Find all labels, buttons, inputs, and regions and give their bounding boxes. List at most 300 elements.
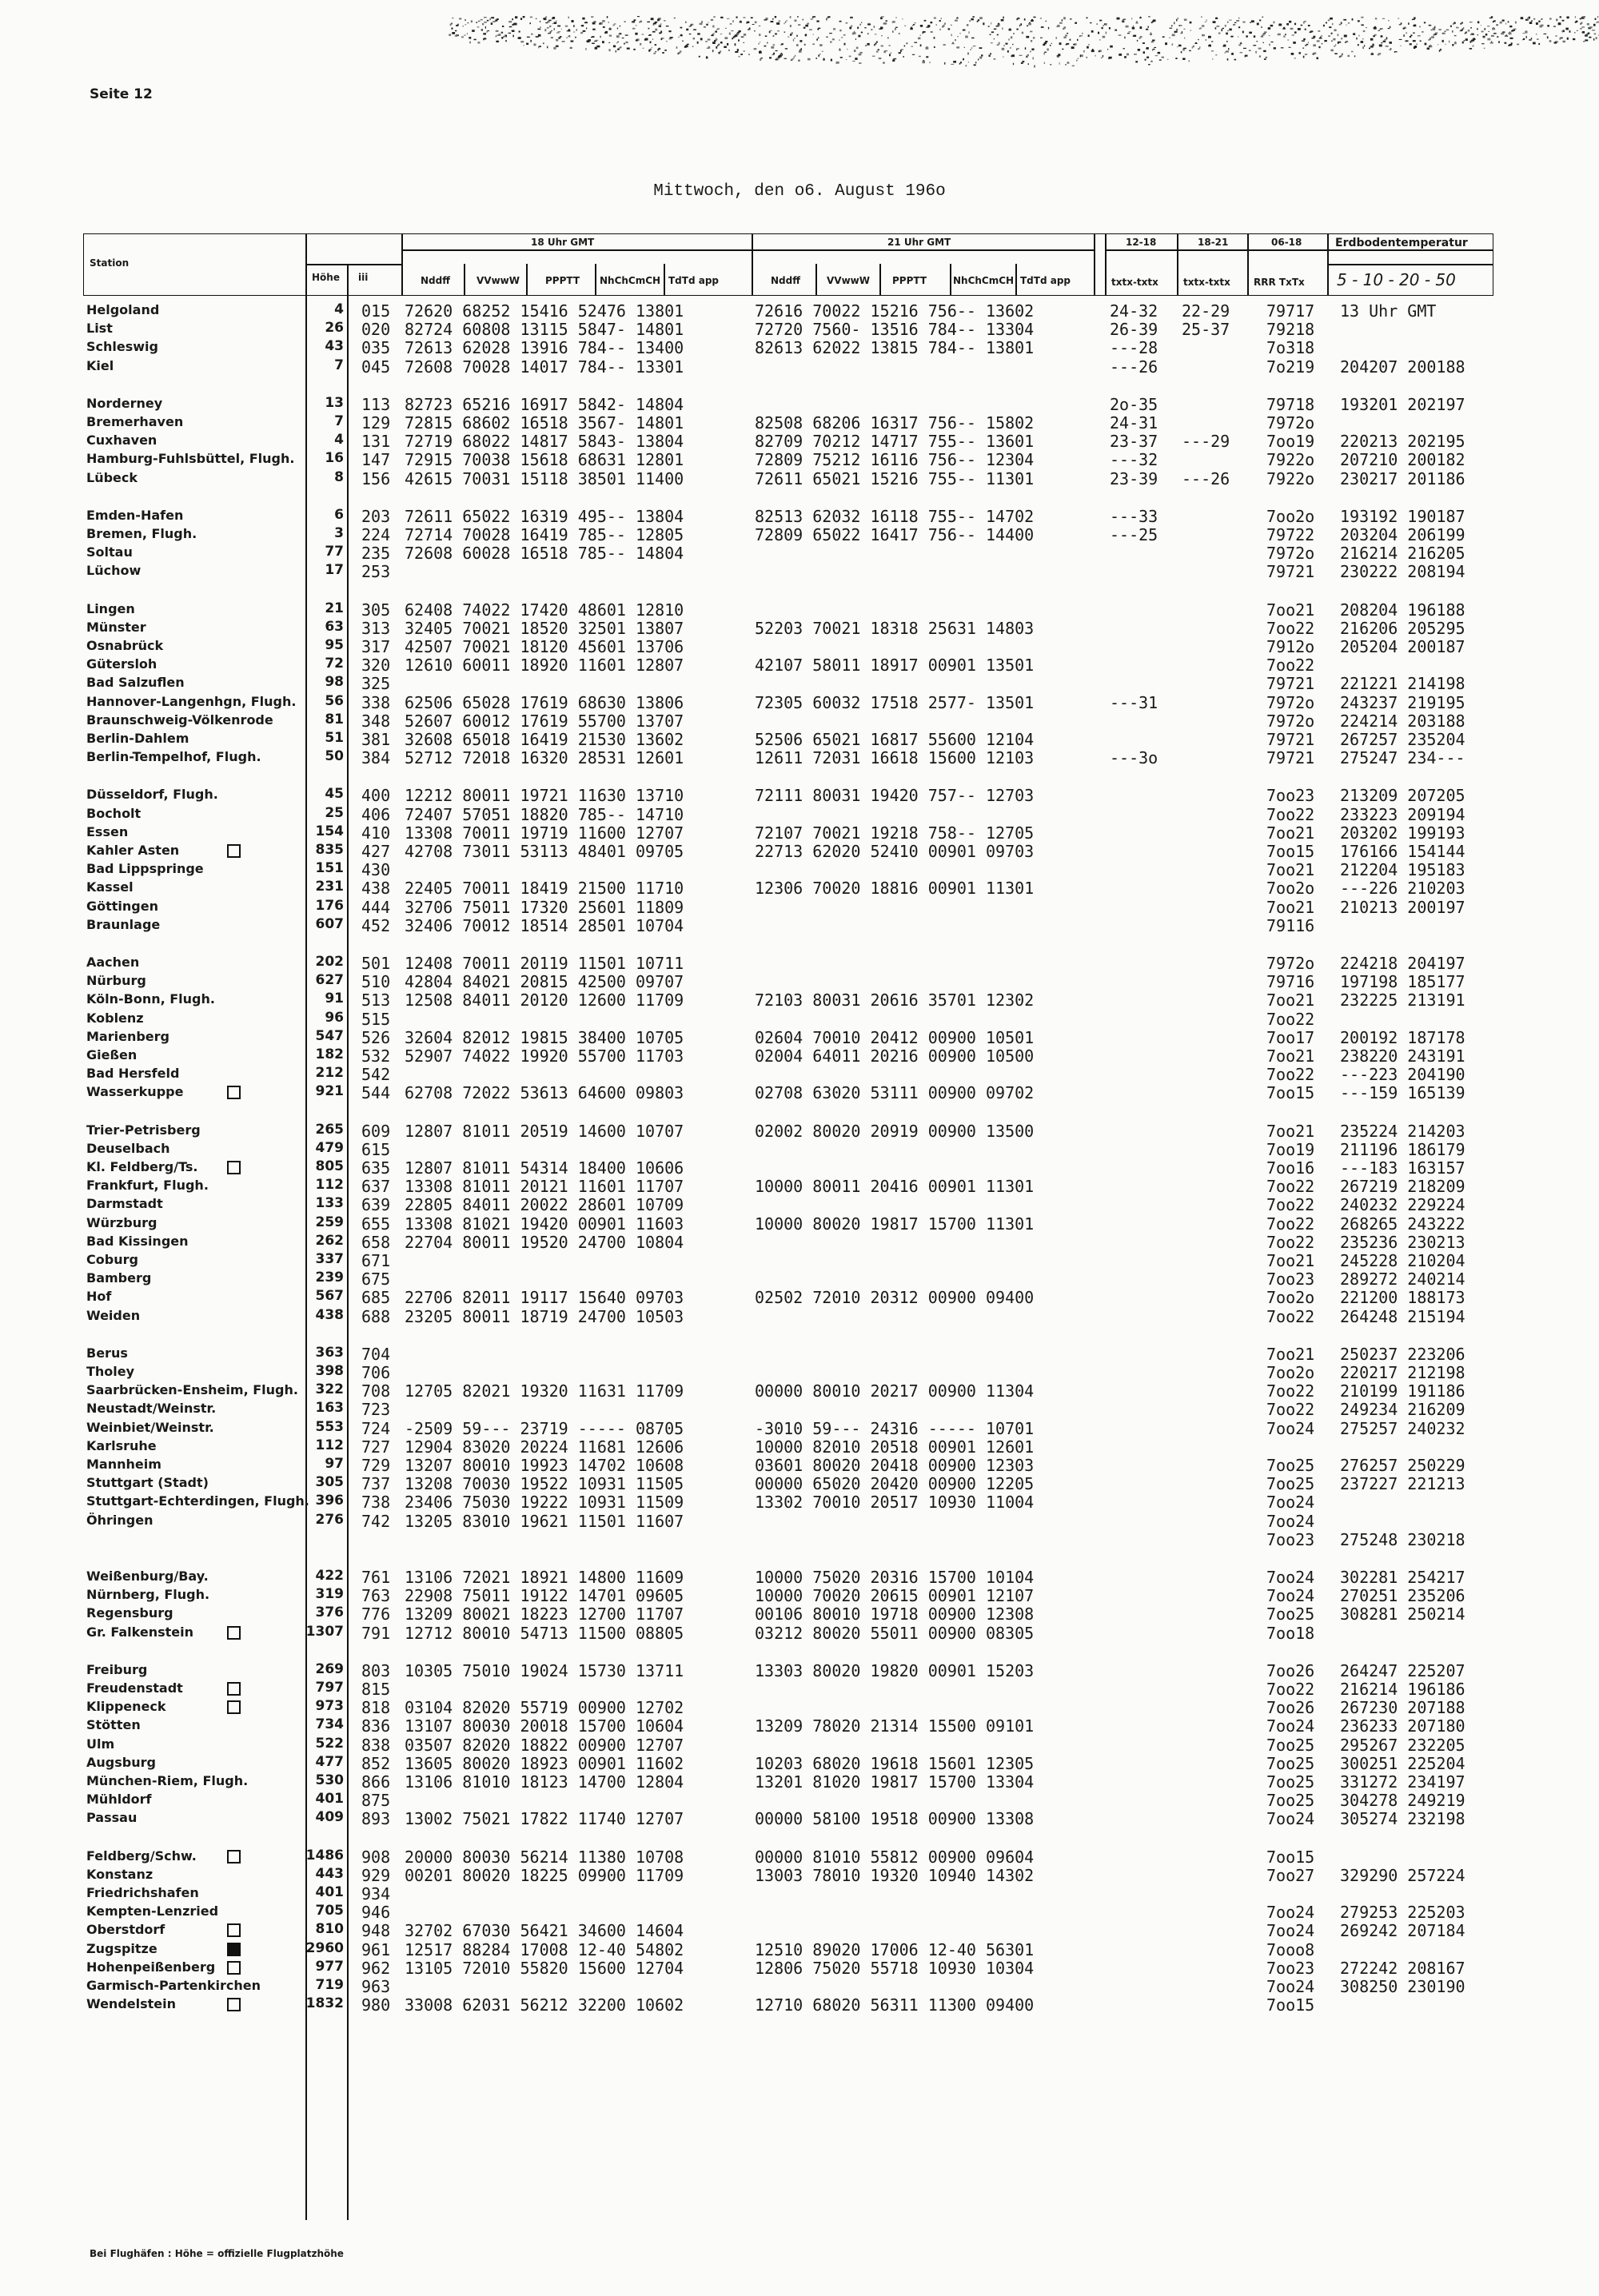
obs-21-gmt: 02708 63020 53111 00900 09702 [755, 1083, 1035, 1103]
noise-speck [1289, 21, 1291, 23]
obs-18-gmt: 13209 80021 18223 12700 11707 [405, 1604, 684, 1624]
soil-temperature: 238220 243191 [1340, 1046, 1465, 1066]
obs-21-gmt: 13201 81020 19817 15700 13304 [755, 1772, 1035, 1792]
page-number: Seite 12 [90, 86, 153, 102]
soil-temperature: 331272 234197 [1340, 1772, 1465, 1792]
noise-speck [883, 51, 886, 54]
noise-speck [588, 39, 591, 42]
table-row [0, 804, 1599, 823]
obs-21-gmt: 42107 58011 18917 00901 13501 [755, 656, 1035, 676]
noise-speck [979, 57, 982, 59]
noise-speck [1183, 29, 1185, 30]
noise-speck [1580, 28, 1582, 29]
noise-speck [934, 18, 936, 19]
table-row [0, 729, 1599, 747]
noise-speck [790, 16, 792, 18]
noise-speck [1072, 66, 1075, 67]
noise-speck [1091, 30, 1094, 33]
noise-speck [1505, 42, 1507, 44]
rain-06-18: 7972o [1266, 692, 1315, 712]
noise-speck [594, 41, 597, 42]
noise-speck [1529, 39, 1531, 41]
noise-speck [748, 29, 749, 30]
obs-18-gmt: 52907 74022 19920 55700 11703 [405, 1046, 684, 1066]
noise-speck [1283, 27, 1285, 30]
obs-21-gmt: 13303 80020 19820 00901 15203 [755, 1660, 1035, 1680]
noise-speck [1375, 18, 1377, 19]
table-row [0, 1455, 1599, 1473]
noise-speck [1418, 35, 1421, 36]
rain-06-18: 79721 [1266, 674, 1315, 694]
header-tt-18: TdTd app [668, 275, 720, 286]
noise-speck [558, 38, 560, 39]
noise-speck [953, 61, 956, 63]
obs-21-gmt: 82613 62022 13815 784-- 13801 [755, 338, 1035, 358]
noise-speck [514, 23, 517, 26]
noise-speck [1177, 46, 1178, 47]
noise-speck [1266, 57, 1268, 58]
obs-18-gmt: 20000 80030 56214 11380 10708 [405, 1847, 684, 1867]
noise-speck [1088, 44, 1089, 46]
obs-21-gmt: 72720 7560- 13516 784-- 13304 [755, 320, 1035, 340]
rain-06-18: 7oo21 [1266, 600, 1315, 620]
noise-speck [823, 58, 824, 61]
temp-12-18: ---25 [1110, 525, 1158, 544]
noise-speck [805, 25, 808, 27]
noise-speck [1388, 20, 1390, 21]
station-iii: 875 [361, 1791, 391, 1811]
table-row [0, 915, 1599, 934]
noise-speck [739, 30, 741, 31]
noise-speck [1485, 28, 1486, 30]
noise-speck [1157, 53, 1158, 54]
obs-21-gmt: 03212 80020 55011 00900 08305 [755, 1623, 1035, 1643]
noise-speck [1390, 26, 1391, 28]
station-hoehe: 479 [315, 1139, 344, 1156]
noise-speck [1381, 42, 1382, 43]
noise-speck [451, 28, 453, 30]
noise-speck [1588, 33, 1590, 34]
noise-speck [1541, 18, 1543, 20]
station-hoehe: 3 [334, 525, 344, 541]
rain-06-18: 79721 [1266, 730, 1315, 749]
table-row [0, 1064, 1599, 1085]
station-name: Neustadt/Weinstr. [86, 1401, 217, 1417]
square-marker-icon [227, 1086, 241, 1099]
rain-06-18: 7oo25 [1266, 1474, 1315, 1494]
noise-speck [484, 38, 487, 40]
station-hoehe: 163 [315, 1400, 344, 1417]
noise-speck [1556, 19, 1558, 22]
noise-speck [491, 22, 492, 25]
noise-speck [676, 46, 678, 49]
table-row [0, 1735, 1599, 1753]
station-iii: 761 [361, 1568, 391, 1587]
noise-speck [1107, 49, 1108, 50]
noise-speck [758, 43, 759, 45]
noise-speck [482, 23, 484, 25]
noise-speck [1087, 18, 1088, 19]
noise-speck [1262, 34, 1264, 36]
rain-06-18: 7oo22 [1266, 1065, 1315, 1085]
noise-speck [934, 37, 935, 38]
noise-speck [1048, 27, 1049, 30]
noise-speck [1086, 57, 1087, 58]
station-hoehe: 305 [315, 1474, 344, 1491]
noise-speck [1574, 32, 1576, 34]
noise-speck [910, 28, 912, 30]
table-row [0, 1287, 1599, 1308]
noise-speck [1581, 26, 1582, 28]
noise-speck [1095, 55, 1096, 57]
noise-speck [773, 44, 776, 46]
obs-18-gmt: 82724 60808 13115 5847- 14801 [405, 320, 684, 340]
noise-speck [496, 30, 499, 32]
noise-speck [1450, 26, 1452, 27]
obs-18-gmt: 22706 82011 19117 15640 09703 [405, 1288, 684, 1308]
station-name: Zugspitze [86, 1940, 158, 1956]
noise-speck [1509, 26, 1512, 27]
station-name: Freudenstadt [86, 1680, 183, 1696]
noise-speck [662, 52, 664, 54]
noise-speck [798, 24, 800, 26]
noise-speck [1293, 42, 1296, 44]
obs-21-gmt: 13209 78020 21314 15500 09101 [755, 1716, 1035, 1736]
noise-speck [1249, 50, 1251, 51]
noise-speck [1533, 18, 1535, 19]
station-name: Kassel [86, 879, 134, 895]
noise-speck [1227, 58, 1229, 61]
noise-speck [1030, 31, 1032, 33]
noise-speck [879, 58, 882, 59]
noise-speck [596, 40, 599, 41]
noise-speck [1462, 28, 1463, 30]
noise-speck [1162, 57, 1164, 58]
noise-speck [799, 50, 802, 53]
rain-06-18: 7oo15 [1266, 1847, 1315, 1867]
noise-speck [1515, 22, 1517, 24]
soil-temperature: 230217 201186 [1340, 468, 1465, 488]
station-name: Helgoland [86, 302, 160, 317]
noise-speck [1390, 42, 1392, 44]
noise-speck [1422, 31, 1423, 33]
noise-speck [1585, 39, 1588, 41]
soil-temperature: 304278 249219 [1340, 1791, 1465, 1811]
obs-18-gmt: 72915 70038 15618 68631 12801 [405, 450, 684, 470]
noise-speck [920, 44, 922, 46]
station-hoehe: 607 [315, 915, 344, 932]
station-name: Bamberg [86, 1270, 152, 1286]
noise-speck [833, 28, 835, 30]
station-iii: 688 [361, 1306, 391, 1326]
obs-18-gmt: -2509 59--- 23719 ----- 08705 [405, 1418, 684, 1438]
noise-speck [452, 32, 455, 34]
obs-18-gmt: 03507 82020 18822 00900 12707 [405, 1735, 684, 1755]
noise-speck [1596, 22, 1597, 23]
noise-speck [1236, 20, 1239, 22]
obs-18-gmt: 33008 62031 56212 32200 10602 [405, 1995, 684, 2015]
station-iii: 320 [361, 656, 391, 676]
station-iii: 737 [361, 1474, 391, 1494]
noise-speck [852, 33, 855, 34]
obs-18-gmt: 13002 75021 17822 11740 12707 [405, 1809, 684, 1829]
header-nddff-21: Nddff [771, 275, 800, 286]
station-hoehe: 176 [315, 897, 344, 914]
noise-speck [1009, 38, 1010, 40]
noise-speck [1390, 49, 1392, 50]
noise-speck [636, 39, 638, 41]
table-row [0, 618, 1599, 636]
noise-speck [1573, 38, 1575, 40]
rain-06-18: 7oo22 [1266, 1680, 1315, 1699]
noise-speck [1525, 31, 1527, 34]
noise-speck [1577, 30, 1578, 31]
noise-speck [871, 29, 872, 30]
noise-speck [1170, 28, 1173, 29]
noise-speck [1127, 33, 1130, 34]
noise-speck [614, 23, 616, 24]
station-hoehe: 7 [334, 413, 344, 429]
noise-speck [1099, 50, 1100, 52]
station-name: Coburg [86, 1252, 138, 1267]
noise-speck [1299, 52, 1302, 54]
noise-speck [977, 21, 979, 22]
noise-speck [1083, 50, 1085, 53]
noise-speck [740, 21, 742, 22]
noise-speck [1002, 28, 1003, 30]
noise-speck [1431, 36, 1434, 38]
station-hoehe: 112 [315, 1177, 344, 1194]
noise-speck [544, 18, 547, 20]
station-hoehe: 810 [315, 1921, 344, 1938]
noise-speck [547, 46, 548, 47]
soil-temperature: 221200 188173 [1340, 1288, 1465, 1308]
station-hoehe: 25 [325, 804, 344, 821]
obs-18-gmt: 72815 68602 16518 3567- 14801 [405, 413, 684, 432]
obs-21-gmt: 03601 80020 20418 00900 12303 [755, 1456, 1035, 1475]
noise-speck [1417, 44, 1418, 45]
noise-speck [533, 43, 536, 46]
obs-21-gmt: 00106 80010 19718 00900 12308 [755, 1604, 1035, 1624]
noise-speck [728, 50, 729, 51]
noise-speck [609, 27, 611, 29]
noise-speck [1373, 44, 1374, 46]
station-iii: 724 [361, 1418, 391, 1438]
noise-speck [773, 35, 775, 37]
noise-speck [1334, 30, 1337, 32]
station-name: Wendelstein [86, 1996, 177, 2012]
station-iii: 704 [361, 1344, 391, 1364]
soil-temperature: 308250 230190 [1340, 1977, 1465, 1996]
noise-speck [769, 31, 771, 34]
table-row [0, 1437, 1599, 1455]
noise-speck [784, 32, 786, 33]
noise-speck [1469, 48, 1472, 50]
noise-speck [1380, 28, 1382, 29]
noise-speck [1587, 23, 1589, 26]
noise-speck [900, 50, 902, 52]
noise-speck [705, 41, 708, 42]
noise-speck [1031, 49, 1034, 51]
noise-speck [1240, 42, 1241, 44]
table-row [0, 636, 1599, 655]
noise-speck [1442, 40, 1444, 42]
station-name: Nürburg [86, 973, 146, 989]
noise-speck [911, 46, 913, 47]
noise-speck [1492, 28, 1495, 30]
station-hoehe: 43 [325, 338, 344, 355]
noise-speck [1361, 41, 1364, 43]
station-hoehe: 547 [315, 1027, 344, 1044]
noise-speck [816, 38, 818, 40]
noise-speck [1027, 26, 1028, 27]
noise-speck [752, 24, 755, 25]
noise-speck [803, 27, 806, 29]
station-name: Hohenpeißenberg [86, 1959, 216, 1975]
station-name: Saarbrücken-Ensheim, Flugh. [86, 1382, 298, 1398]
noise-speck [739, 56, 740, 58]
noise-speck [1343, 19, 1346, 21]
station-hoehe: 438 [315, 1306, 344, 1323]
station-iii: 671 [361, 1251, 391, 1270]
noise-speck [1374, 34, 1377, 36]
station-hoehe: 91 [325, 991, 344, 1007]
noise-speck [1165, 42, 1167, 45]
noise-speck [906, 42, 907, 44]
noise-speck [617, 28, 618, 30]
station-name: Weiden [86, 1307, 141, 1323]
noise-speck [1406, 32, 1407, 34]
obs-18-gmt: 52607 60012 17619 55700 13707 [405, 711, 684, 731]
station-hoehe: 719 [315, 1977, 344, 1993]
obs-18-gmt: 12712 80010 54713 11500 08805 [405, 1623, 684, 1643]
obs-18-gmt: 82723 65216 16917 5842- 14804 [405, 394, 684, 414]
obs-21-gmt: 10000 80020 19817 15700 11301 [755, 1214, 1035, 1234]
soil-temperature: 235224 214203 [1340, 1121, 1465, 1141]
table-row [0, 1046, 1599, 1064]
noise-speck [1510, 38, 1513, 39]
noise-speck [1062, 19, 1063, 21]
noise-speck [1092, 49, 1093, 51]
noise-speck [934, 46, 935, 48]
rain-06-18: 7oo21 [1266, 1344, 1315, 1364]
noise-speck [1223, 46, 1225, 47]
noise-speck [944, 62, 945, 65]
station-iii: 615 [361, 1139, 391, 1159]
noise-speck [711, 19, 713, 21]
noise-speck [603, 26, 605, 28]
temp-12-18: ---26 [1110, 357, 1158, 377]
station-iii: 635 [361, 1158, 391, 1178]
noise-speck [1317, 40, 1320, 42]
noise-speck [468, 22, 469, 23]
noise-speck [839, 21, 842, 22]
noise-speck [1331, 41, 1332, 42]
noise-speck [1171, 26, 1173, 27]
station-iii: 729 [361, 1456, 391, 1475]
noise-speck [1208, 36, 1211, 38]
noise-speck [1215, 27, 1217, 29]
noise-speck [693, 38, 696, 39]
soil-temperature: 207210 200182 [1340, 450, 1465, 470]
noise-speck [1222, 29, 1223, 31]
noise-speck [1031, 40, 1032, 42]
rain-06-18: 7oo19 [1266, 1139, 1315, 1159]
noise-speck [841, 37, 843, 38]
station-hoehe: 202 [315, 954, 344, 970]
noise-speck [634, 19, 636, 21]
noise-speck [1082, 33, 1083, 34]
noise-speck [981, 54, 983, 56]
noise-speck [1434, 26, 1435, 29]
station-name: Regensburg [86, 1605, 173, 1621]
noise-speck [849, 27, 851, 30]
station-iii: 253 [361, 562, 391, 582]
noise-speck [751, 17, 753, 18]
noise-speck [1028, 63, 1030, 65]
noise-speck [975, 62, 976, 63]
obs-21-gmt: 12611 72031 16618 15600 12103 [755, 748, 1035, 768]
table-row [0, 1158, 1599, 1176]
noise-speck [846, 22, 848, 24]
noise-speck [1142, 42, 1145, 44]
noise-speck [549, 26, 551, 27]
table-row [0, 823, 1599, 841]
station-iii: 685 [361, 1288, 391, 1308]
noise-speck [548, 20, 551, 22]
station-iii: 305 [361, 600, 391, 620]
noise-speck [1003, 57, 1004, 58]
noise-speck [1529, 22, 1533, 24]
obs-21-gmt: 72809 65022 16417 756-- 14400 [755, 525, 1035, 544]
station-name: Lübeck [86, 469, 138, 485]
obs-18-gmt: 72611 65022 16319 495-- 13804 [405, 506, 684, 526]
noise-speck [967, 53, 969, 55]
noise-speck [1047, 49, 1048, 51]
table-row [0, 1214, 1599, 1232]
noise-speck [1454, 35, 1457, 36]
soil-temperature: 221221 214198 [1340, 674, 1465, 694]
noise-speck [659, 33, 661, 34]
station-hoehe: 376 [315, 1604, 344, 1621]
noise-speck [880, 17, 883, 19]
noise-speck [586, 27, 587, 29]
noise-speck [968, 31, 969, 34]
noise-speck [1330, 50, 1334, 52]
noise-speck [1155, 55, 1158, 56]
noise-speck [951, 64, 954, 65]
noise-speck [692, 46, 693, 47]
noise-speck [943, 45, 946, 46]
station-name: Essen [86, 823, 129, 839]
noise-speck [1199, 29, 1200, 30]
table-row [0, 1958, 1599, 1976]
noise-speck [1596, 37, 1597, 39]
table-row [0, 1418, 1599, 1437]
noise-speck [1348, 22, 1350, 24]
noise-speck [1019, 55, 1023, 56]
noise-speck [1211, 41, 1213, 42]
station-hoehe: 98 [325, 674, 344, 691]
square-marker-icon [227, 1850, 241, 1864]
noise-speck [951, 43, 954, 44]
noise-speck [1567, 17, 1569, 19]
noise-speck [955, 20, 958, 22]
obs-18-gmt: 13308 70011 19719 11600 12707 [405, 823, 684, 843]
soil-temperature: 220213 202195 [1340, 432, 1465, 452]
noise-speck [889, 45, 891, 46]
station-name: Nürnberg, Flugh. [86, 1587, 210, 1603]
